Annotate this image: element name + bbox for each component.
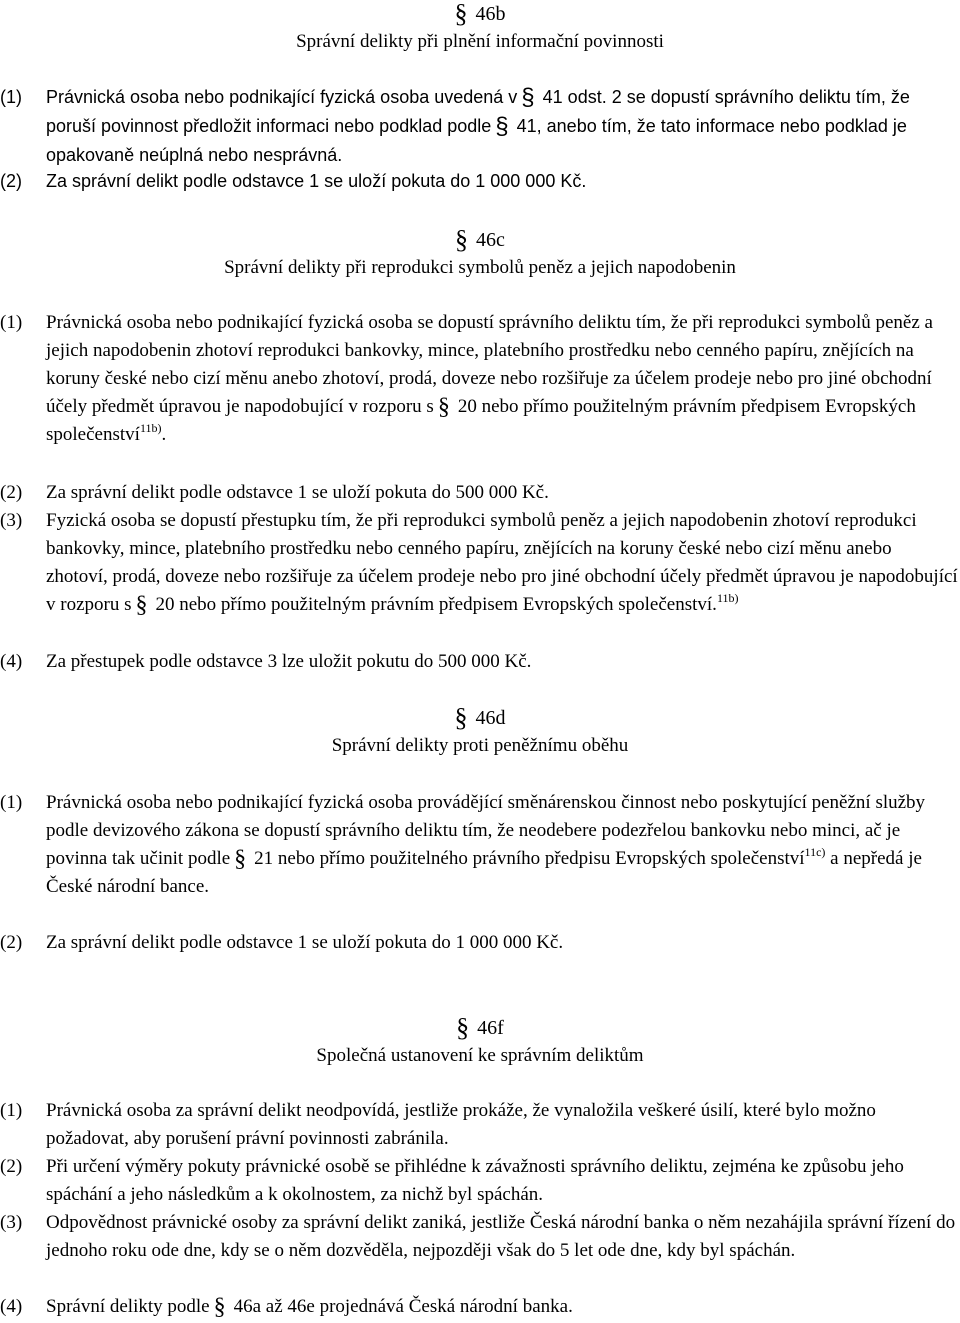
- paragraph-46c-4: [0, 648, 958, 676]
- paragraph-46b-2: [0, 167, 958, 195]
- paragraph-46d-2: [0, 929, 958, 957]
- paragraph-text: Odpovědnost právnické osoby za správní delikt zaniká, jestliže Česká národní banka o něm nezahájila správní řízení do jednoho roku ode dne, kdy se o něm dozvěděla, nejpozději však do 5 let ode dne, kdy byl spáchán.: [46, 1212, 956, 1261]
- footnote-ref: 11c): [804, 845, 826, 859]
- paragraph-number: (3): [0, 510, 23, 531]
- section-heading-46b: [0, 0, 960, 56]
- footnote-ref: 11b): [139, 421, 162, 435]
- paragraph-number: (1): [0, 87, 22, 107]
- paragraph-46c-3: [0, 507, 958, 619]
- paragraph-number: (1): [0, 1100, 23, 1121]
- paragraph-text: Za přestupek podle odstavce 3 lze uložit pokutu do 500 000 Kč.: [46, 651, 532, 672]
- paragraph-46f-3: [0, 1209, 958, 1265]
- section-title-46b: Správní delikty při plnění informační povinnosti: [296, 31, 664, 52]
- paragraph-number: (2): [0, 1156, 23, 1177]
- section-heading-46d: [0, 704, 960, 760]
- section-sign: §: [456, 1013, 470, 1042]
- section-sign: §: [454, 0, 468, 28]
- paragraph-46d-1: [0, 789, 958, 901]
- paragraph-number: (1): [0, 312, 23, 333]
- section-sign: §: [455, 225, 469, 254]
- paragraph-number: (2): [0, 171, 22, 191]
- section-number-46b: § 46b: [454, 0, 506, 28]
- paragraph-number: (1): [0, 792, 23, 813]
- section-title-46f: Společná ustanovení ke správním deliktům: [316, 1045, 644, 1066]
- section-number-46c: § 46c: [455, 225, 505, 254]
- section-number-46d: § 46d: [454, 703, 506, 732]
- paragraph-46f-2: [0, 1153, 958, 1209]
- paragraph-number: (2): [0, 932, 23, 953]
- paragraph-number: (4): [0, 651, 23, 672]
- paragraph-46b-1: [0, 83, 958, 169]
- section-sign: §: [454, 703, 468, 732]
- paragraph-text: Za správní delikt podle odstavce 1 se uloží pokuta do 1 000 000 Kč.: [46, 171, 587, 191]
- section-title-46c: Správní delikty při reprodukci symbolů peněz a jejich napodobenin: [224, 257, 736, 278]
- paragraph-text: Za správní delikt podle odstavce 1 se uloží pokuta do 500 000 Kč.: [46, 482, 549, 503]
- paragraph-text: Právnická osoba za správní delikt neodpovídá, jestliže prokáže, že vynaložila veškeré úsilí, které bylo možno požadovat, aby porušení právní povinnosti zabránila.: [46, 1100, 876, 1149]
- paragraph-text: Fyzická osoba se dopustí přestupku tím, že při reprodukci symbolů peněz a jejich napodobenin zhotoví reprodukci bankovky, mince, platebního prostředku nebo cenného papíru, znějících na koruny české nebo cizí měnu anebo zhotoví, prodá, doveze nebo rozšiřuje za účelem prodeje nebo pro jiné obchodní účely předmět úpravou je napodobující v rozporu s § 20 nebo přímo použitelným právním předpisem Evropských společenství.$^{11b)}$: [46, 510, 958, 618]
- section-number-46f: § 46f: [456, 1013, 504, 1042]
- section-heading-46c: [0, 226, 960, 282]
- paragraph-46c-1: [0, 309, 958, 449]
- paragraph-number: (2): [0, 482, 23, 503]
- paragraph-text: Za správní delikt podle odstavce 1 se uloží pokuta do 1 000 000 Kč.: [46, 932, 564, 953]
- section-title-46d: Správní delikty proti peněžnímu oběhu: [331, 735, 629, 756]
- footnote-ref: 11b): [716, 591, 739, 605]
- paragraph-number: (4): [0, 1296, 23, 1317]
- paragraph-text: Právnická osoba nebo podnikající fyzická osoba provádějící směnárenskou činnost nebo poskytující peněžní služby podle devizového zákona se dopustí správního deliktu tím, že neodebere podezřelou bankovku nebo minci, ač je povinna tak učinit podle § 21 nebo přímo použitelného právního předpisu Evropských společenství$^{11c)}$ a nepředá je České národní bance.: [46, 792, 926, 897]
- paragraph-text: Právnická osoba nebo podnikající fyzická osoba uvedená v § 41 odst. 2 se dopustí správního deliktu tím, že poruší povinnost předložit informaci nebo podklad podle § 41, anebo tím, že tato informace nebo podklad je opakovaně neúplná nebo nesprávná.: [46, 84, 910, 165]
- paragraph-text: Právnická osoba nebo podnikající fyzická osoba se dopustí správního deliktu tím, že při reprodukci symbolů peněz a jejich napodobenin zhotoví reprodukci bankovky, mince, platebního prostředku nebo cenného papíru, znějících na koruny české nebo cizí měnu anebo zhotoví, prodá, doveze nebo rozšiřuje za účelem prodeje nebo pro jiné obchodní účely předmět úpravou je napodobující v rozporu s § 20 nebo přímo použitelným právním předpisem Evropských společenství$^{11b)}$.: [46, 312, 933, 445]
- paragraph-number: (3): [0, 1212, 23, 1233]
- paragraph-text: Správní delikty podle § 46a až 46e projednává Česká národní banka.: [46, 1294, 573, 1320]
- section-heading-46f: [0, 1014, 960, 1070]
- paragraph-text: Při určení výměry pokuty právnické osobě se přihlédne k závažnosti správního deliktu, zejména ke způsobu jeho spáchání a jeho následkům a k okolnostem, za nichž byl spáchán.: [46, 1156, 904, 1205]
- paragraph-46f-1: [0, 1097, 958, 1153]
- paragraph-46f-4: [0, 1293, 958, 1321]
- paragraph-46c-2: [0, 479, 958, 507]
